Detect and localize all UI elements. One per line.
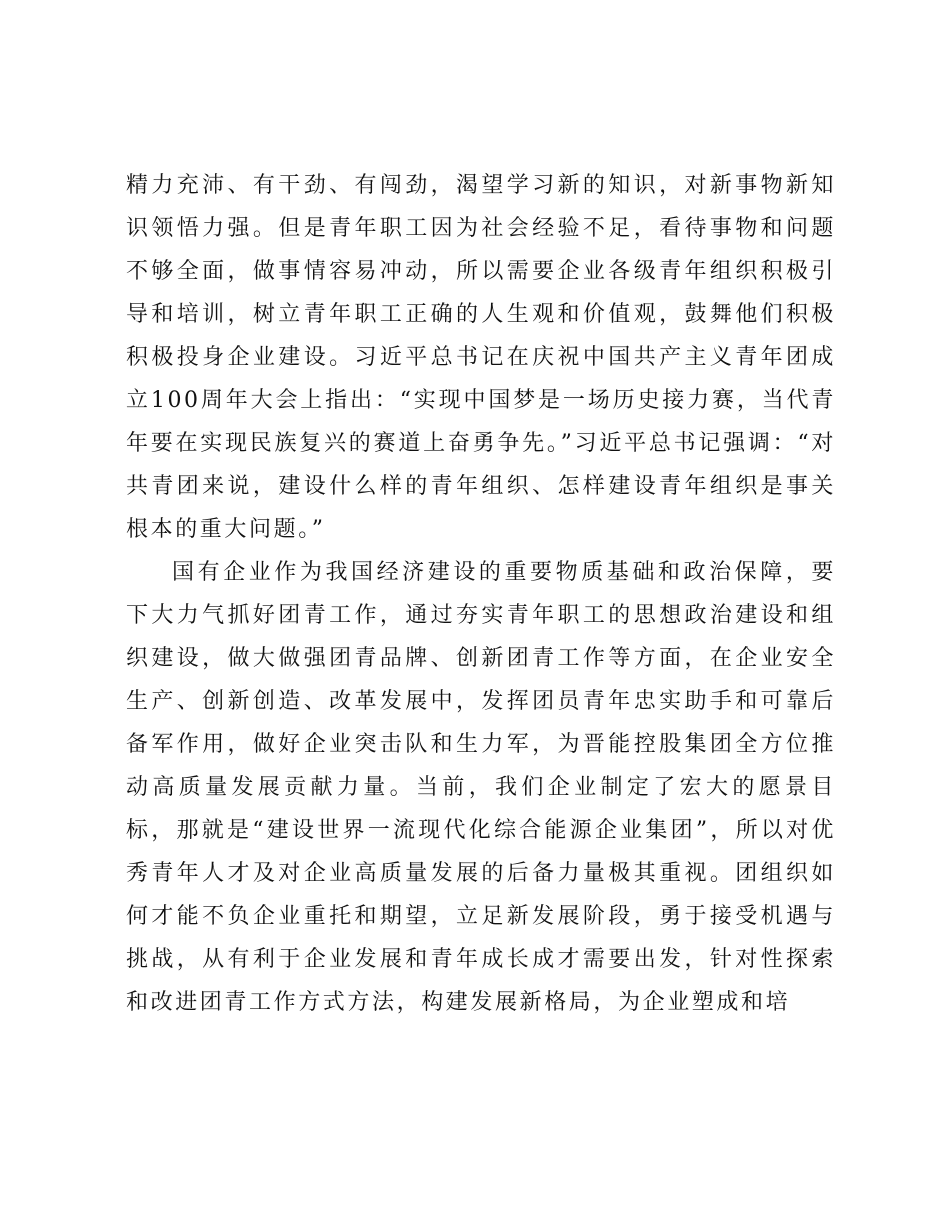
paragraph-1: 精力充沛、有干劲、有闯劲，渴望学习新的知识，对新事物新知识领悟力强。但是青年职工因为社会经验不足，看待事物和问题不够全面，做事情容易冲动，所以需要企业各级青年组织积极引导和培训，树立青年职工正确的人生观和价值观，鼓舞他们积极积极投身企业建设。习近平总书记在庆祝中国共产主义青年团成立100周年大会上指出：“实现中国梦是一场历史接力赛，当代青年要在实现民族复兴的赛道上奋勇争先。”习近平总书记强调：“对共青团来说，建设什么样的青年组织、怎样建设青年组织是事关根本的重大问题。” bbox=[126, 173, 836, 542]
paragraph-2: 国有企业作为我国经济建设的重要物质基础和政治保障，要下大力气抓好团青工作，通过夯实青年职工的思想政治建设和组织建设，做大做强团青品牌、创新团青工作等方面，在企业安全生产、创新创造、改革发展中，发挥团员青年忠实助手和可靠后备军作用，做好企业突击队和生力军，为晋能控股集团全方位推动高质量发展贡献力量。当前，我们企业制定了宏大的愿景目标，那就是“建设世界一流现代化综合能源企业集团”，所以对优秀青年人才及对企业高质量发展的后备力量极其重视。团组织如何才能不负企业重托和期望，立足新发展阶段，勇于接受机遇与挑战，从有利于企业发展和青年成长成才需要出发，针对性探索和改进团青工作方式方法，构建发展新格局，为企业塑成和培 bbox=[126, 560, 836, 1015]
document-body bbox=[126, 164, 836, 1024]
